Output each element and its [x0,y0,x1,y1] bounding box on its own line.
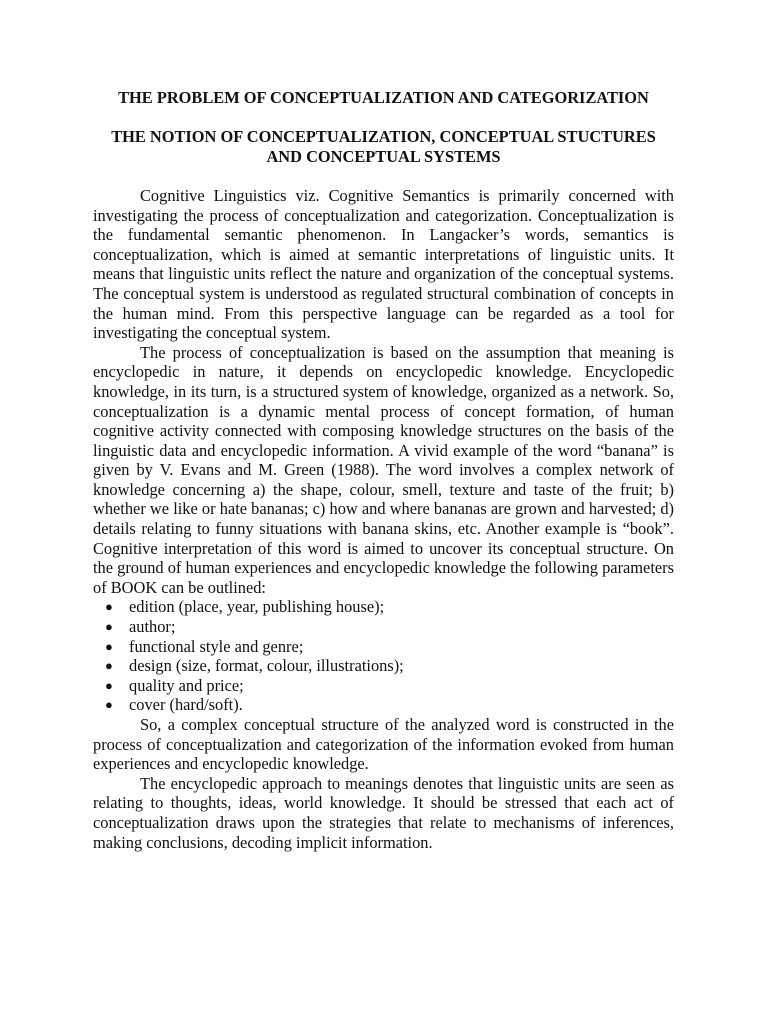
paragraph-1: Cognitive Linguistics viz. Cognitive Semantics is primarily concerned with investigating the process of conceptualization and categorization. Conceptualization is the fundamental semantic phenomenon. In Langacker’s words, semantics is conceptualization, which is aimed at semantic interpretations of linguistic units. It means that linguistic units reflect the nature and organization of the conceptual systems. The conceptual system is understood as regulated structural combination of concepts in the human mind. From this perspective language can be regarded as a tool for investigating the conceptual system. [93,185,674,343]
document-subtitle: THE NOTION OF CONCEPTUALIZATION, CONCEPTUAL STUCTURES AND CONCEPTUAL SYSTEMS [111,127,656,166]
list-item-text: author; [129,617,176,637]
paragraph-4: The encyclopedic approach to meanings denotes that linguistic units are seen as relating to thoughts, ideas, world knowledge. It should be stressed that each act of conceptualization draws upon the strategies that relate to mechanisms of inferences, making conclusions, decoding implicit information. [93,773,674,852]
list-item [93,597,674,617]
list-item [93,617,674,637]
bullet-icon: ● [105,619,113,635]
list-item-text: design (size, format, colour, illustrations); [129,656,404,676]
list-item [93,656,674,676]
list-item [93,676,674,696]
list-item [93,637,674,657]
paragraph-3: So, a complex conceptual structure of the analyzed word is constructed in the process of conceptualization and categorization of the information evoked from human experiences and encyclopedic knowledge. [93,715,674,774]
bullet-icon: ● [105,697,113,713]
list-item-text: quality and price; [129,675,244,695]
list-item-text: functional style and genre; [129,636,304,656]
paragraph-2: The process of conceptualization is based on the assumption that meaning is encyclopedic in nature, it depends on encyclopedic knowledge. Encyclopedic knowledge, in its turn, is a structured system of knowledge, organized as a network. So, conceptualization is a dynamic mental process of concept formation, of human cognitive activity connected with composing knowledge structures on the basis of the linguistic data and encyclopedic information. A vivid example of the word “banana” is given by V. Evans and M. Green (1988). The word involves a complex network of knowledge concerning a) the shape, colour, smell, texture and taste of the fruit; b) whether we like or hate bananas; c) how and where bananas are grown and harvested; d) details relating to funny situations with banana skins, etc. Another example is “book”. Cognitive interpretation of this word is aimed to uncover its conceptual structure. On the ground of human experiences and encyclopedic knowledge the following parameters of BOOK can be outlined: [93,342,674,597]
bullet-icon: ● [105,658,113,674]
list-item-text: edition (place, year, publishing house); [129,597,385,617]
list-item-text: cover (hard/soft). [129,695,243,715]
bullet-icon: ● [105,638,113,654]
bullet-icon: ● [105,599,113,615]
bullet-icon: ● [105,677,113,693]
list-item [93,695,674,715]
book-parameters-list [93,597,674,715]
document-title: THE PROBLEM OF CONCEPTUALIZATION AND CATEGORIZATION [118,88,649,107]
document-page [93,88,674,852]
